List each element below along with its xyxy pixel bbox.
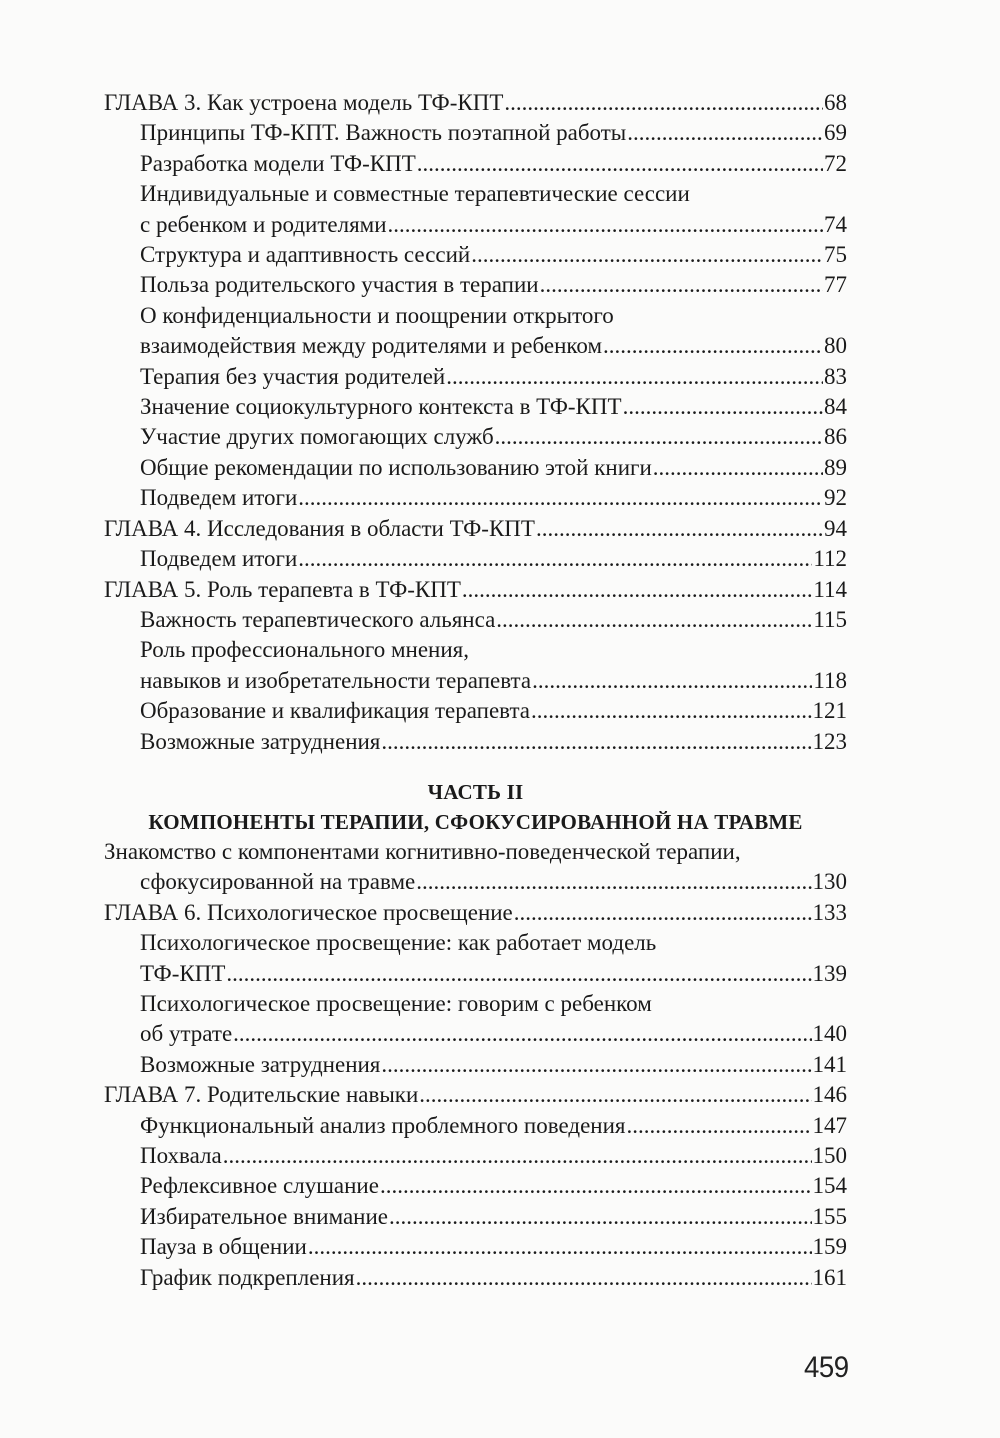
toc-entry-page: 146 [812,1082,847,1108]
toc-entry [104,837,847,898]
toc-entry-title: взаимодействия между родителями и ребенком [140,333,603,359]
toc-entry-page: 77 [824,272,847,298]
toc-entry [104,575,847,605]
dot-leader [504,88,823,118]
dot-leader [603,331,823,361]
toc-entry-title-line: Знакомство с компонентами когнитивно-поведенческой терапии, [104,838,741,864]
toc-entry [104,149,847,179]
toc-entry [104,898,847,928]
toc-entry-title-line: Психологическое просвещение: как работает модель [140,930,657,956]
toc-entry-title: Польза родительского участия в терапии [140,272,539,298]
toc-entry-title: Принципы ТФ-КПТ. Важность поэтапной работы [140,120,627,146]
toc-entry-title: Общие рекомендации по использованию этой книги [140,454,652,480]
toc-entry-page: 68 [824,90,847,115]
dot-leader [356,1263,812,1293]
toc-entry-page: 133 [812,899,847,925]
dot-leader [389,1202,811,1232]
toc-entry-title: Значение социокультурного контекста в ТФ-КПТ [140,394,622,420]
toc-entry-page: 140 [812,1021,847,1047]
dot-leader [381,1050,811,1080]
toc-entry-title: навыков и изобретательности терапевта [140,667,532,693]
dot-leader [536,514,823,544]
toc-entry-page: 159 [812,1234,847,1260]
toc-entry-page: 86 [824,424,847,450]
dot-leader [653,453,823,483]
toc-entry-page: 121 [812,698,847,724]
toc-entry-title: Важность терапевтического альянса [140,606,496,632]
toc-entry [104,88,847,118]
toc-entry [104,727,847,757]
toc-entry-title: Избирательное внимание [140,1203,389,1229]
toc-entry-page: 72 [824,150,847,176]
toc-entry-page: 112 [813,546,847,572]
toc-entry-page: 69 [824,120,847,146]
toc-entry-title: График подкрепления [140,1264,355,1290]
toc-section-part-1 [104,88,847,757]
dot-leader [532,666,812,696]
toc-entry-title: ГЛАВА 6. Психологическое просвещение [104,899,513,925]
dot-leader [446,362,823,392]
toc-entry [104,453,847,483]
toc-entry [104,422,847,452]
toc-entry-page: 155 [812,1203,847,1229]
toc-entry-title: Участие других помогающих служб [140,424,494,450]
toc-section-part-2 [104,837,847,1293]
toc-entry [104,118,847,148]
toc-entry [104,240,847,270]
toc-entry-page: 141 [812,1051,847,1077]
toc-entry-title: Пауза в общении [140,1234,307,1260]
toc-entry-page: 74 [824,211,847,237]
toc-entry-title: ГЛАВА 7. Родительские навыки [104,1082,419,1108]
toc-entry [104,1080,847,1110]
toc-entry [104,392,847,422]
dot-leader [462,575,812,605]
dot-leader [308,1232,812,1262]
dot-leader [416,867,811,897]
toc-entry [104,483,847,513]
toc-entry-title: ГЛАВА 5. Роль терапевта в ТФ-КПТ [104,576,461,602]
toc-entry-title: Терапия без участия родителей [140,363,446,389]
toc-entry-title: Рефлексивное слушание [140,1173,379,1199]
dot-leader [514,898,812,928]
toc-entry-page: 84 [824,394,847,420]
toc-entry-page: 92 [824,485,847,511]
toc-entry [104,514,847,544]
toc-entry-title: ТФ-КПТ [140,960,226,986]
toc-entry [104,362,847,392]
toc-entry-page: 118 [813,667,847,693]
dot-leader [233,1019,811,1049]
toc-entry [104,544,847,574]
toc-entry [104,1202,847,1232]
toc-entry-title: сфокусированной на травме [140,869,416,895]
toc-entry-title: Структура и адаптивность сессий [140,242,471,268]
toc-entry-title-line: О конфиденциальности и поощрении открытого [140,302,614,328]
toc-entry [104,1111,847,1141]
toc-entry-page: 130 [812,869,847,895]
dot-leader [380,1171,812,1201]
toc-entry-page: 115 [813,606,847,632]
toc-entry-title: Разработка модели ТФ-КПТ [140,150,416,176]
toc-entry-page: 139 [812,960,847,986]
page-number: 459 [804,1351,849,1384]
toc-entry-page: 154 [812,1173,847,1199]
toc-entry-title: Похвала [140,1143,222,1168]
dot-leader [531,696,811,726]
toc-entry-page: 89 [824,454,847,480]
toc-entry-title: Образование и квалификация терапевта [140,698,531,724]
toc-entry-page: 161 [812,1264,847,1290]
toc-entry-page: 147 [812,1112,847,1138]
dot-leader [471,240,823,270]
toc-entry-title: об утрате [140,1021,233,1047]
toc-entry-page: 75 [824,242,847,268]
toc-entry-title: с ребенком и родителями [140,211,387,237]
toc-entry [104,1171,847,1201]
toc-entry-page: 114 [813,576,847,602]
toc-entry [104,301,847,362]
toc-entry-title-line: Психологическое просвещение: говорим с ребенком [140,990,652,1016]
toc-entry-title-line: Индивидуальные и совместные терапевтические сессии [140,181,690,207]
toc-entry [104,179,847,240]
dot-leader [381,727,811,757]
table-of-contents [104,88,847,1293]
toc-entry [104,989,847,1050]
toc-entry [104,1232,847,1262]
dot-leader [627,118,823,148]
dot-leader [626,1111,811,1141]
dot-leader [496,605,812,635]
toc-entry [104,696,847,726]
toc-entry [104,635,847,696]
part-label: ЧАСТЬ II [427,779,524,804]
toc-entry-title: Возможные затруднения [140,728,381,754]
toc-entry-page: 80 [824,333,847,359]
toc-entry-page: 94 [824,515,847,541]
toc-entry [104,270,847,300]
toc-entry-page: 83 [824,363,847,389]
toc-entry-title: Возможные затруднения [140,1051,381,1077]
toc-entry-title: ГЛАВА 4. Исследования в области ТФ-КПТ [104,515,535,541]
dot-leader [417,149,823,179]
toc-entry [104,605,847,635]
dot-leader [623,392,823,422]
dot-leader [298,483,823,513]
toc-entry [104,1050,847,1080]
dot-leader [223,1141,812,1171]
toc-entry-page: 150 [812,1143,847,1168]
part-title: КОМПОНЕНТЫ ТЕРАПИИ, СФОКУСИРОВАННОЙ НА ТРАВМЕ [148,809,803,834]
toc-entry [104,928,847,989]
dot-leader [388,210,823,240]
toc-entry [104,1141,847,1171]
toc-entry-title: ГЛАВА 3. Как устроена модель ТФ-КПТ [104,90,504,115]
dot-leader [419,1080,811,1110]
dot-leader [298,544,812,574]
toc-entry-title-line: Роль профессионального мнения, [140,637,469,663]
dot-leader [226,959,811,989]
toc-entry-title: Подведем итоги [140,485,298,511]
toc-entry-page: 123 [812,728,847,754]
dot-leader [495,422,823,452]
toc-entry-title: Функциональный анализ проблемного поведения [140,1112,626,1138]
dot-leader [540,270,823,300]
toc-entry-title: Подведем итоги [140,546,298,572]
toc-entry [104,1263,847,1293]
